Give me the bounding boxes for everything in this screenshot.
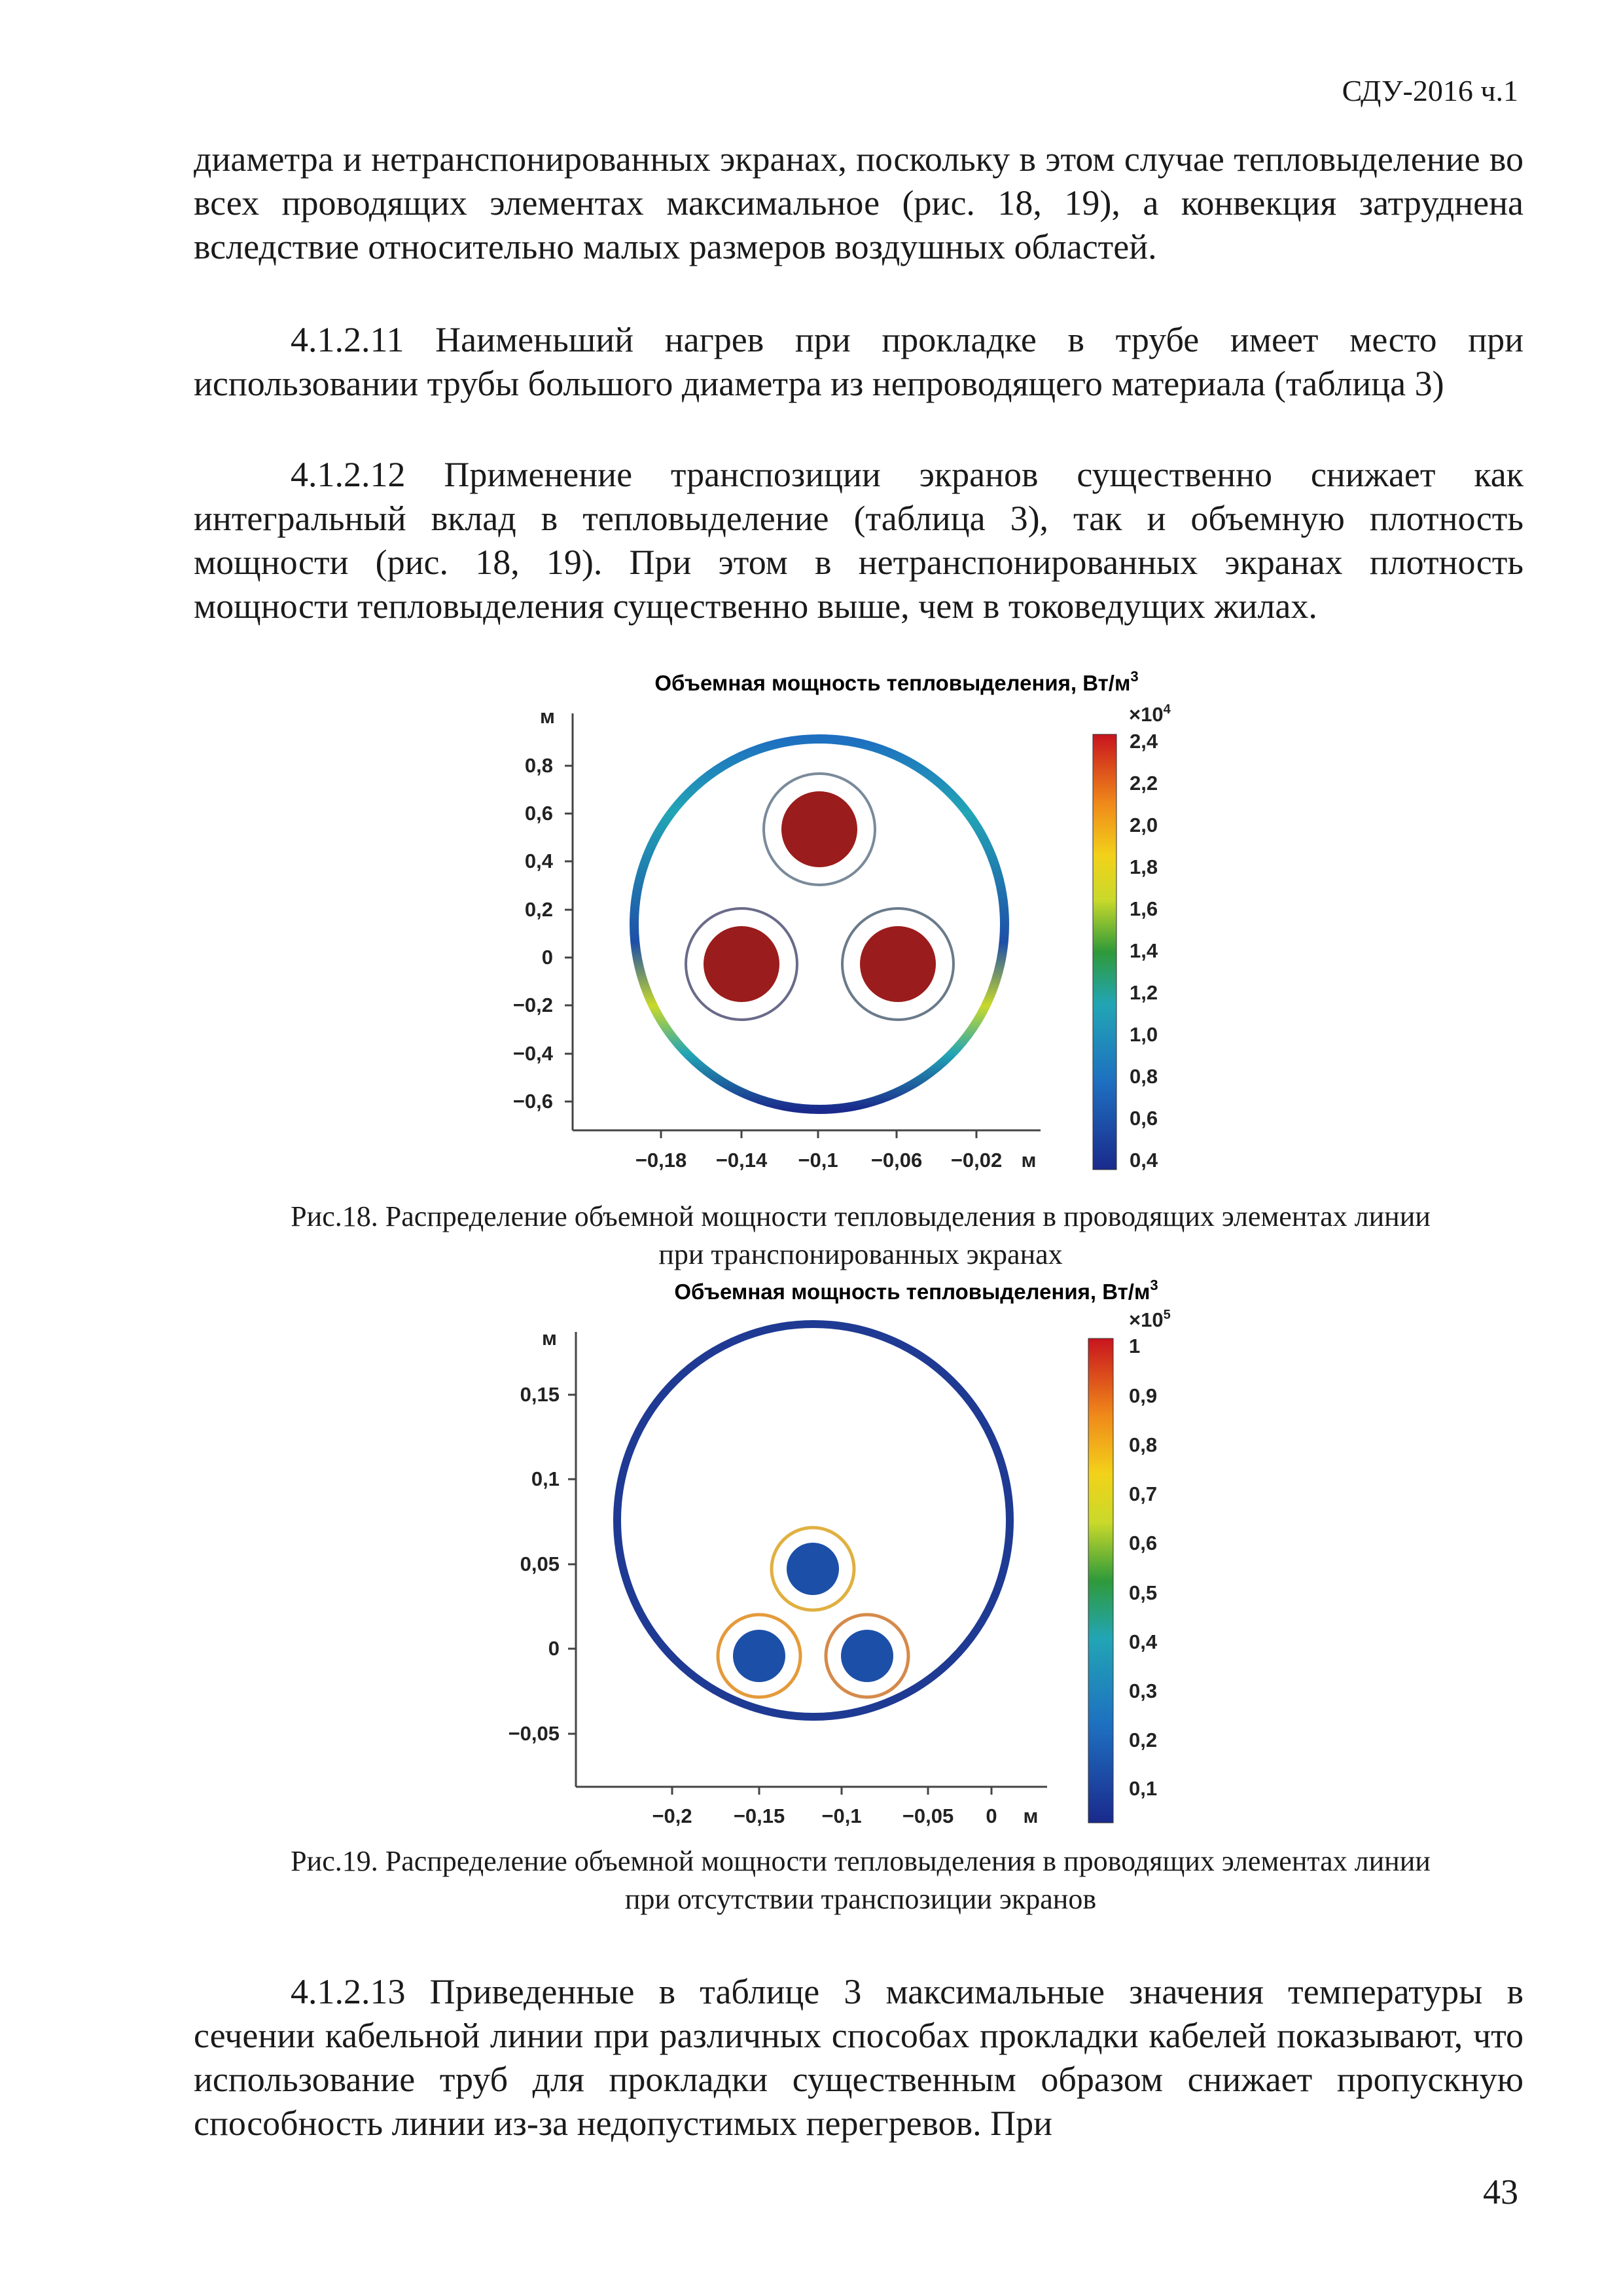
colorbar — [1088, 1338, 1113, 1823]
colorbar-ticks — [1129, 1335, 1158, 1800]
x-tick-label: −0,05 — [902, 1804, 954, 1827]
figure-18-title: Объемная мощность тепловыделения, $Вт/м^3$ — [654, 668, 1139, 695]
colorbar-multiplier: $\times 10^5$ — [1129, 1308, 1171, 1331]
x-tick-label: −0,1 — [821, 1804, 862, 1827]
x-ticks — [652, 1787, 1038, 1827]
caption-line: Рис.18. Распределение объемной мощности тепловыделения в проводящих элементах линии — [291, 1200, 1431, 1232]
y-tick-label: −0,4 — [512, 1042, 553, 1065]
figure-19-caption — [131, 1842, 1590, 1918]
y-tick-label: 0,05 — [520, 1552, 560, 1575]
x-axis-unit: м — [1021, 1149, 1037, 1172]
x-tick-label: −0,14 — [715, 1149, 768, 1172]
figure-19-title: Объемная мощность тепловыделения, $Вт/м^3$ — [674, 1277, 1158, 1304]
y-tick-label: 0 — [548, 1637, 560, 1660]
colorbar-tick-label: 1,4 — [1130, 939, 1158, 962]
cable-core — [781, 791, 857, 867]
colorbar-tick-label: 0,7 — [1129, 1482, 1158, 1505]
colorbar-tick-label: 2,4 — [1130, 730, 1158, 753]
x-tick-label: −0,1 — [798, 1149, 838, 1172]
cable-left — [718, 1615, 800, 1697]
caption-line: при транспонированных экранах — [658, 1238, 1063, 1270]
y-tick-label: −0,6 — [512, 1090, 553, 1113]
colorbar — [1093, 734, 1116, 1170]
x-axis-unit: м — [1023, 1804, 1039, 1827]
cable-core — [841, 1630, 893, 1682]
y-tick-label: 0,1 — [531, 1467, 560, 1490]
paragraph-4-1-2-11: 4.1.2.11 Наименьший нагрев при прокладке в трубе имеет место при использовании трубы большого диаметра из непроводящего материала (таблица 3) — [194, 320, 1524, 403]
figure-19 — [0, 1266, 1623, 1829]
y-ticks — [508, 1383, 576, 1745]
paragraph-4-1-2-13: 4.1.2.13 Приведенные в таблице 3 максимальные значения температуры в сечении кабельной линии при различных способах прокладки кабелей показывают, что использование труб для прокладки существенным образом снижает пропускную способность линии из-за недопустимых перегревов. При — [194, 1972, 1524, 2143]
colorbar-tick-label: 1,2 — [1130, 981, 1158, 1004]
colorbar-tick-label: 1,8 — [1130, 855, 1158, 878]
x-tick-label: 0 — [986, 1804, 997, 1827]
colorbar-tick-label: 0,8 — [1129, 1433, 1158, 1456]
colorbar-tick-label: 1 — [1129, 1335, 1141, 1357]
y-axis-unit: м — [540, 705, 555, 728]
y-tick-label: 0 — [541, 946, 553, 969]
cable-top — [764, 774, 875, 885]
colorbar-tick-label: 0,4 — [1129, 1630, 1158, 1653]
y-tick-label: 0,15 — [520, 1383, 560, 1406]
running-header: СДУ-2016 ч.1 — [1342, 74, 1518, 107]
cable-core — [704, 926, 779, 1002]
colorbar-tick-label: 0,8 — [1130, 1065, 1158, 1088]
y-tick-label: 0,2 — [524, 898, 553, 921]
caption-line: Рис.19. Распределение объемной мощности тепловыделения в проводящих элементах линии — [291, 1845, 1431, 1877]
cable-core — [787, 1543, 839, 1595]
paragraph-4-1-2-12: 4.1.2.12 Применение транспозиции экранов существенно снижает как интегральный вклад в тепловыделение (таблица 3), так и объемную плотность мощности (рис. 18, 19). При этом в нетранспонированных экранах плотность мощности тепловыделения существенно выше, чем в токоведущих жилах. — [194, 455, 1524, 626]
colorbar-tick-label: 1,6 — [1130, 897, 1158, 920]
y-tick-label: −0,05 — [508, 1722, 560, 1745]
x-tick-label: −0,15 — [733, 1804, 785, 1827]
colorbar-tick-label: 2,0 — [1130, 814, 1158, 836]
colorbar-multiplier: $\times 10^4$ — [1129, 702, 1171, 726]
y-ticks — [513, 754, 573, 1113]
paragraph-continuation: диаметра и нетранспонированных экранах, поскольку в этом случае тепловыделение во всех проводящих элементах максимальное (рис. 18, 19), а конвекция затруднена вследствие относительно малых размеров воздушных областей. — [194, 139, 1524, 266]
figure-18-plot — [0, 661, 1623, 1185]
y-axis-unit: м — [542, 1327, 557, 1350]
x-tick-label: −0,18 — [635, 1149, 687, 1172]
cable-left — [686, 908, 797, 1020]
colorbar-tick-label: 0,9 — [1129, 1384, 1158, 1407]
x-tick-label: −0,2 — [652, 1804, 692, 1827]
cable-top — [772, 1528, 854, 1610]
colorbar-tick-label: 0,4 — [1130, 1149, 1158, 1172]
colorbar-ticks — [1130, 730, 1158, 1172]
cable-core — [733, 1630, 785, 1682]
y-tick-label: −0,2 — [512, 994, 553, 1016]
y-tick-label: 0,4 — [524, 850, 553, 872]
cable-core — [860, 926, 936, 1002]
figure-18-caption — [131, 1198, 1590, 1274]
colorbar-tick-label: 0,2 — [1129, 1729, 1158, 1751]
cable-right — [842, 908, 954, 1020]
page-number: 43 — [1483, 2172, 1518, 2212]
colorbar-tick-label: 0,6 — [1129, 1532, 1158, 1554]
colorbar-tick-label: 0,6 — [1130, 1107, 1158, 1130]
colorbar-tick-label: 0,5 — [1129, 1581, 1158, 1604]
y-tick-label: 0,6 — [524, 802, 553, 825]
x-tick-label: −0,02 — [950, 1149, 1003, 1172]
caption-line: при отсутствии транспозиции экранов — [624, 1883, 1097, 1915]
figure-18 — [0, 661, 1623, 1185]
y-tick-label: 0,8 — [524, 754, 553, 777]
colorbar-tick-label: 0,1 — [1129, 1777, 1158, 1800]
figure-19-plot — [0, 1266, 1623, 1829]
x-tick-label: −0,06 — [870, 1149, 923, 1172]
colorbar-tick-label: 0,3 — [1129, 1679, 1158, 1702]
cable-right — [826, 1615, 908, 1697]
x-ticks — [635, 1130, 1037, 1172]
colorbar-tick-label: 2,2 — [1130, 772, 1158, 795]
pipe-ring — [617, 1324, 1010, 1717]
colorbar-tick-label: 1,0 — [1130, 1023, 1158, 1046]
